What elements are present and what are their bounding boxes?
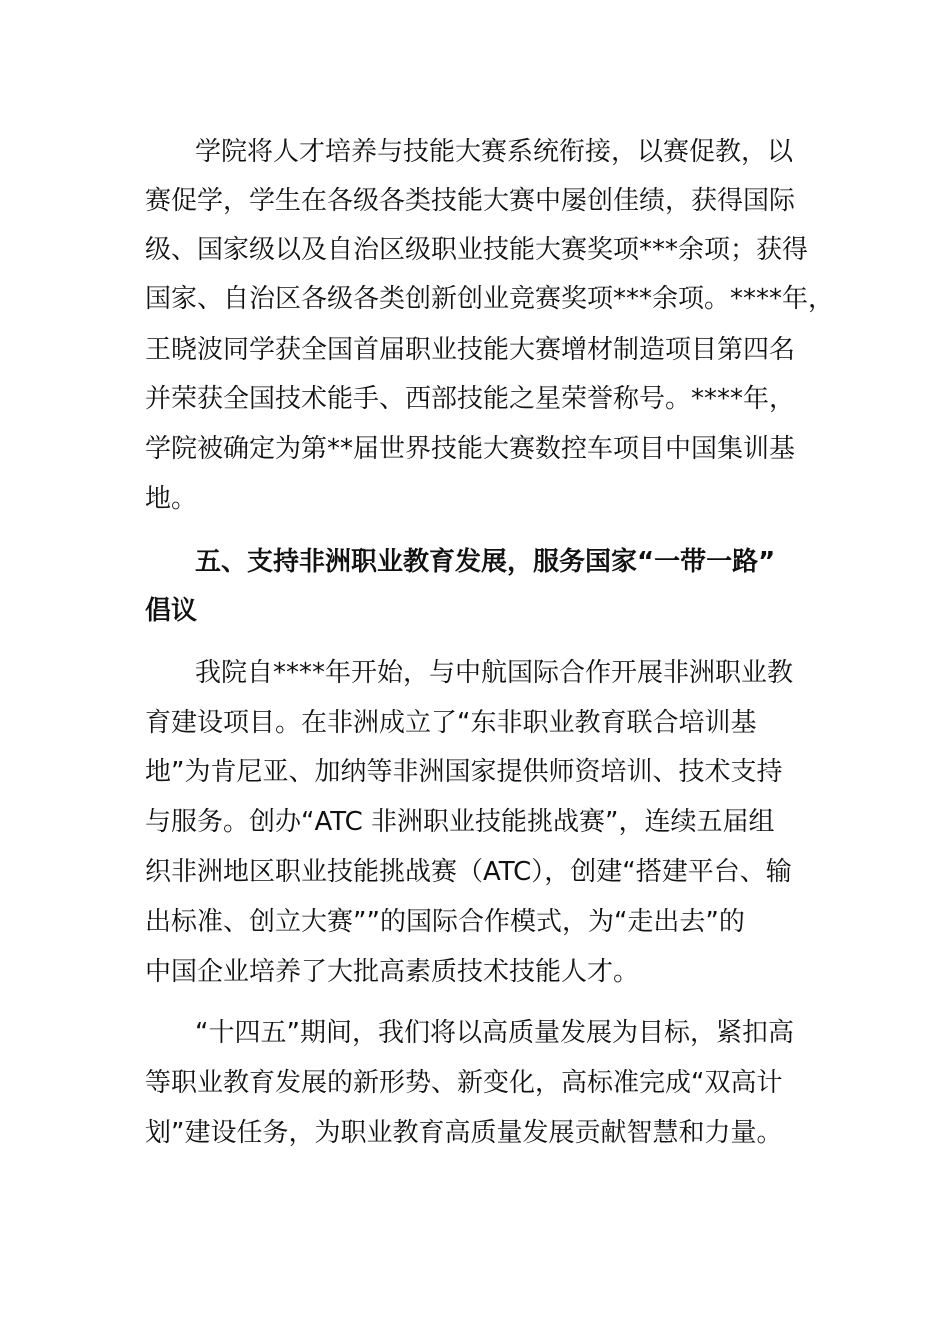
text-line: 中国企业培养了大批高素质技术技能人才。 (145, 957, 640, 987)
text-line: 我院自****年开始，与中航国际合作开展非洲职业教 (195, 658, 794, 688)
text-line: 育建设项目。在非洲成立了“东非职业教育联合培训基 (145, 708, 757, 738)
text-line: 国家、自治区各级各类创新创业竞赛奖项***余项。****年， (145, 284, 835, 314)
text-line: 王晓波同学获全国首届职业技能大赛增材制造项目第四名 (145, 335, 796, 365)
heading-line: 倡议 (145, 596, 198, 626)
text-line: 并荣获全国技术能手、西部技能之星荣誉称号。****年， (145, 384, 796, 414)
text-line: 划”建设任务，为职业教育高质量发展贡献智慧和力量。 (145, 1118, 783, 1148)
text-line: 地”为肯尼亚、加纳等非洲国家提供师资培训、技术支持 (145, 757, 783, 787)
text-line: 与服务。创办“ATC 非洲职业技能挑战赛”，连续五届组 (145, 807, 775, 837)
text-line: 赛促学，学生在各级各类技能大赛中屡创佳绩，获得国际 (145, 186, 796, 216)
text-line: 出标准、创立大赛””的国际合作模式，为“走出去”的 (145, 907, 745, 937)
text-line: 学院被确定为第**届世界技能大赛数控车项目中国集训基 (145, 434, 796, 464)
text-line: 地。 (145, 484, 198, 514)
heading-line: 五、支持非洲职业教育发展，服务国家“一带一路” (195, 547, 776, 577)
text-line: 等职业教育发展的新形势、新变化，高标准完成“双高计 (145, 1068, 783, 1098)
text-line: 织非洲地区职业技能挑战赛（ATC），创建“搭建平台、输 (145, 857, 792, 887)
text-line: 级、国家级以及自治区级职业技能大赛奖项***余项；获得 (145, 235, 809, 265)
text-line: “十四五”期间，我们将以高质量发展为目标，紧扣高 (195, 1018, 794, 1048)
text-line: 学院将人才培养与技能大赛系统衔接，以赛促教，以 (195, 137, 794, 167)
